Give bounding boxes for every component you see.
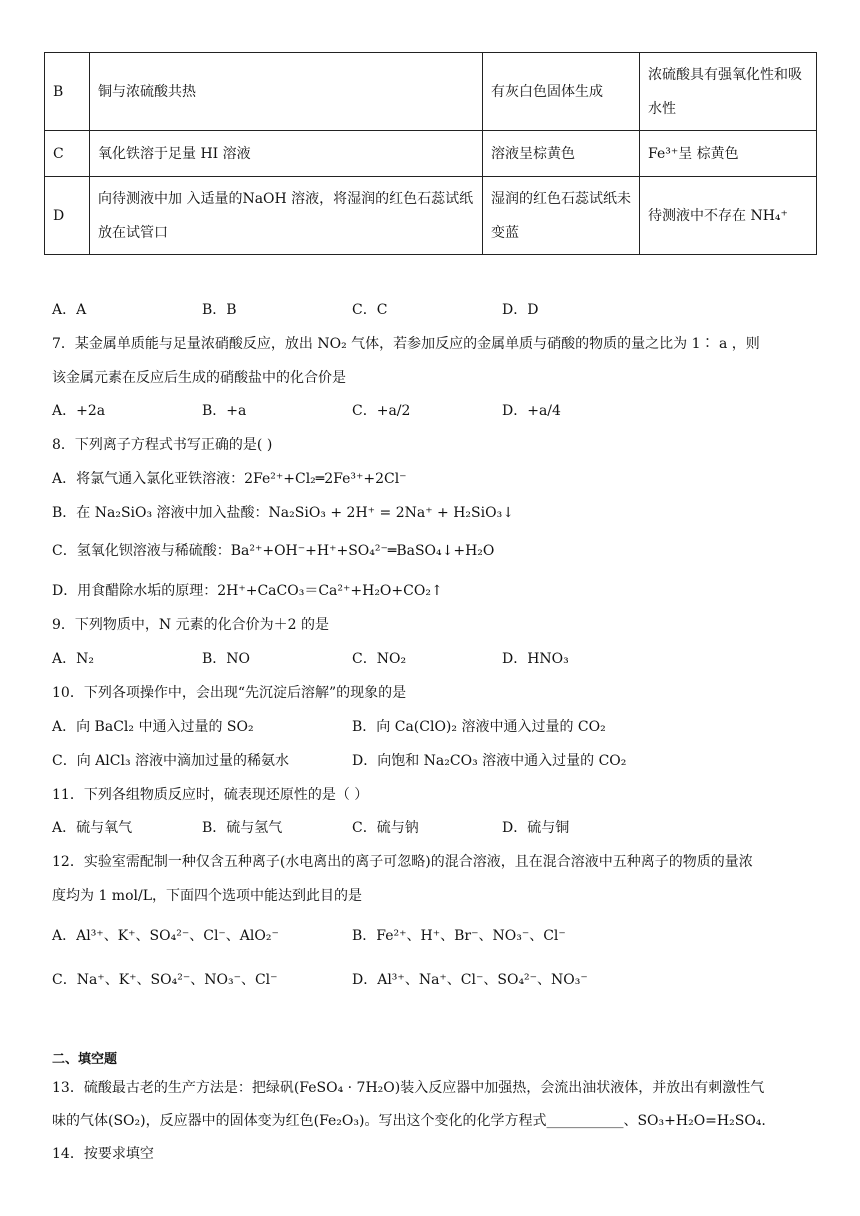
row-key: C xyxy=(45,131,90,177)
q13-line1: 13．硫酸最古老的生产方法是：把绿矾(FeSO₄ · 7H₂O)装入反应器中加强热，会流出油状液体，并放出有刺激性气 xyxy=(52,1080,765,1096)
section-heading: 二、填空题 xyxy=(52,1052,118,1067)
row-conclusion: Fe³⁺呈 棕黄色 xyxy=(640,131,817,177)
q10-stem: 10．下列各项操作中，会出现“先沉淀后溶解”的现象的是 xyxy=(52,685,407,701)
q11-stem: 11．下列各组物质反应时，硫表现还原性的是（ ） xyxy=(52,787,369,803)
q8-option-b: B．在 Na₂SiO₃ 溶液中加入盐酸：Na₂SiO₃ + 2H⁺ = 2Na⁺ + H₂SiO₃↓ xyxy=(52,505,514,521)
q8-option-a: A．将氯气通入氯化亚铁溶液：2Fe²⁺+Cl₂═2Fe³⁺+2Cl⁻ xyxy=(52,471,407,487)
option-c: C．硫与钠 xyxy=(352,820,419,836)
q12-option-b: B．Fe²⁺、H⁺、Br⁻、NO₃⁻、Cl⁻ xyxy=(352,928,566,944)
row-operation: 氧化铁溶于足量 HI 溶液 xyxy=(90,131,483,177)
row-phenomenon: 溶液呈棕黄色 xyxy=(483,131,640,177)
option-a: A．A xyxy=(52,302,87,318)
q8-option-d: D．用食醋除水垢的原理：2H⁺+CaCO₃＝Ca²⁺+H₂O+CO₂↑ xyxy=(52,583,443,599)
experiment-table xyxy=(44,52,817,255)
option-a: A．+2a xyxy=(52,403,106,419)
q7-stem-line1: 7．某金属单质能与足量浓硝酸反应，放出 NO₂ 气体，若参加反应的金属单质与硝酸的物质的量之比为 1∶ a ，则 xyxy=(52,336,760,352)
q12-stem-line2: 度均为 1 mol/L，下面四个选项中能达到此目的是 xyxy=(52,888,363,904)
q8-stem: 8．下列离子方程式书写正确的是( ) xyxy=(52,437,273,453)
q10-option-c: C．向 AlCl₃ 溶液中滴加过量的稀氨水 xyxy=(52,753,290,769)
row-operation: 向待测液中加 入适量的NaOH 溶液，将湿润的红色石蕊试纸放在试管口 xyxy=(90,177,483,255)
table-row xyxy=(45,131,817,177)
option-b: B．+a xyxy=(202,403,247,419)
option-c: C．C xyxy=(352,302,388,318)
q14-stem: 14．按要求填空 xyxy=(52,1146,154,1162)
q12-stem-line1: 12．实验室需配制一种仅含五种离子(水电离出的离子可忽略)的混合溶液，且在混合溶液中五种离子的物质的量浓 xyxy=(52,854,753,870)
q12-option-a: A．Al³⁺、K⁺、SO₄²⁻、Cl⁻、AlO₂⁻ xyxy=(52,928,279,944)
option-c: C．NO₂ xyxy=(352,651,407,667)
row-conclusion: 浓硫酸具有强氧化性和吸水性 xyxy=(640,53,817,131)
q12-option-c: C．Na⁺、K⁺、SO₄²⁻、NO₃⁻、Cl⁻ xyxy=(52,972,278,988)
q10-option-b: B．向 Ca(ClO)₂ 溶液中通入过量的 CO₂ xyxy=(352,719,606,735)
option-b: B．B xyxy=(202,302,237,318)
q13-line2: 味的气体(SO₂)，反应器中的固体变为红色(Fe₂O₃)。写出这个变化的化学方程式___________、SO₃+H₂O=H₂SO₄. xyxy=(52,1113,766,1129)
option-d: D．D xyxy=(502,302,539,318)
row-operation: 铜与浓硫酸共热 xyxy=(90,53,483,131)
option-a: A．N₂ xyxy=(52,651,94,667)
q7-stem-line2: 该金属元素在反应后生成的硝酸盐中的化合价是 xyxy=(52,370,346,386)
option-b: B．NO xyxy=(202,651,251,667)
table-row xyxy=(45,53,817,131)
q9-stem: 9．下列物质中，N 元素的化合价为＋2 的是 xyxy=(52,617,329,633)
option-d: D．HNO₃ xyxy=(502,651,569,667)
table-row xyxy=(45,177,817,255)
row-phenomenon: 有灰白色固体生成 xyxy=(483,53,640,131)
row-key: B xyxy=(45,53,90,131)
q12-option-d: D．Al³⁺、Na⁺、Cl⁻、SO₄²⁻、NO₃⁻ xyxy=(352,972,588,988)
option-d: D．+a/4 xyxy=(502,403,561,419)
row-conclusion: 待测液中不存在 NH₄⁺ xyxy=(640,177,817,255)
option-c: C．+a/2 xyxy=(352,403,411,419)
q8-option-c: C．氢氧化钡溶液与稀硫酸：Ba²⁺+OH⁻+H⁺+SO₄²⁻═BaSO₄↓+H₂O xyxy=(52,543,495,559)
option-d: D．硫与铜 xyxy=(502,820,570,836)
row-phenomenon: 湿润的红色石蕊试纸未变蓝 xyxy=(483,177,640,255)
q10-option-a: A．向 BaCl₂ 中通入过量的 SO₂ xyxy=(52,719,254,735)
q10-option-d: D．向饱和 Na₂CO₃ 溶液中通入过量的 CO₂ xyxy=(352,753,627,769)
option-a: A．硫与氧气 xyxy=(52,820,133,836)
row-key: D xyxy=(45,177,90,255)
option-b: B．硫与氢气 xyxy=(202,820,283,836)
